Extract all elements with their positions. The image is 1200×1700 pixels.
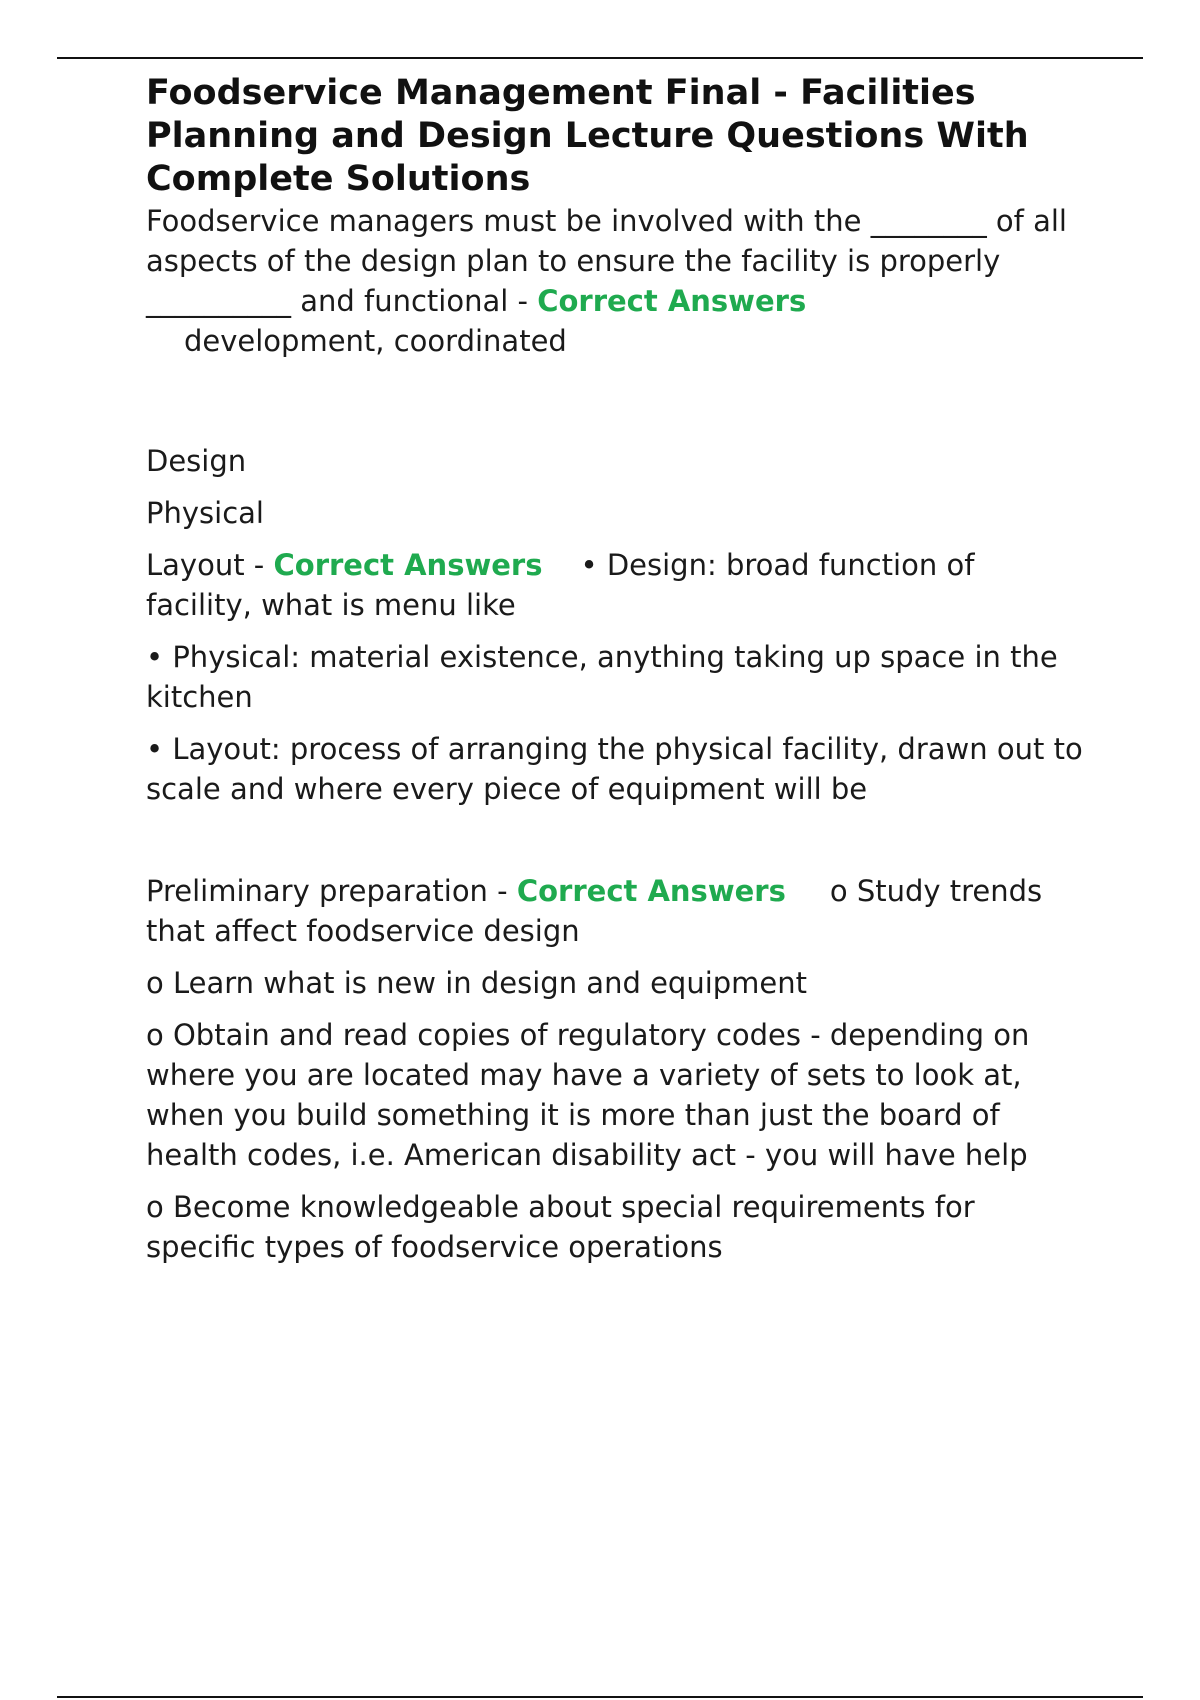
- answer-3-item: o Become knowledgeable about special requirements for specific types of foodservice operations: [146, 1190, 975, 1264]
- document-title: Foodservice Management Final - Facilities Planning and Design Lecture Questions With Complete Solutions: [146, 73, 1029, 199]
- question-1: [146, 201, 1086, 321]
- top-rule: [57, 57, 1143, 59]
- question-3: [146, 871, 1086, 951]
- answer-2-item: • Physical: material existence, anything taking up space in the kitchen: [146, 640, 1058, 714]
- correct-answers-label: Correct Answers: [537, 284, 807, 318]
- bottom-rule: [57, 1696, 1143, 1698]
- correct-answers-label: Correct Answers: [516, 874, 786, 908]
- answer-2-item: • Layout: process of arranging the physical facility, drawn out to scale and where every piece of equipment will be: [146, 732, 1083, 806]
- question-2-layout-text: Layout -: [146, 548, 274, 582]
- correct-answers-label: Correct Answers: [273, 548, 543, 582]
- document-body: [146, 72, 1086, 1267]
- question-1-text: Foodservice managers must be involved with the ________ of all aspects of the design plan to ensure the facility is properly __________ and functional -: [146, 204, 1067, 318]
- answer-3-item: o Study trends that affect foodservice design: [146, 874, 1043, 948]
- answer-2-item: • Design: broad function of facility, what is menu like: [146, 548, 975, 622]
- question-2-line-layout: [146, 545, 1086, 625]
- question-3-text: Preliminary preparation -: [146, 874, 517, 908]
- answer-3-item: o Obtain and read copies of regulatory codes - depending on where you are located may have a variety of sets to look at, when you build something it is more than just the board of health codes, i.e. American disability act - you will have help: [146, 1018, 1030, 1172]
- question-2-line-design: Design: [146, 444, 247, 478]
- answer-1: development, coordinated: [184, 324, 567, 358]
- answer-3-item: o Learn what is new in design and equipment: [146, 966, 808, 1000]
- question-2-line-physical: Physical: [146, 496, 264, 530]
